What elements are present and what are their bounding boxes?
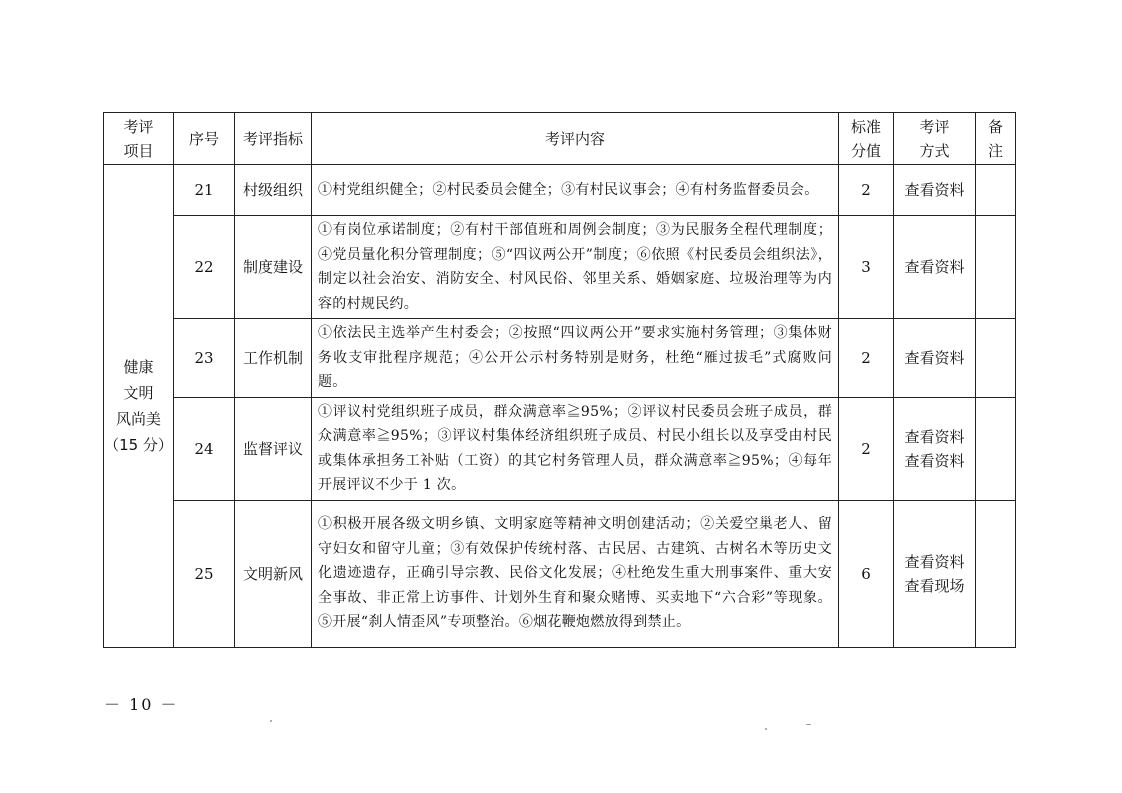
row-remark: [976, 216, 1016, 319]
row-indicator: 文明新风: [235, 500, 312, 647]
row-content: ①有岗位承诺制度；②有村干部值班和周例会制度；③为民服务全程代理制度；④党员量化积分管理制度；⑤“四议两公开”制度；⑥依照《村民委员会组织法》，制定以社会治安、消防安全、村风民俗、邻里关系、婚姻家庭、垃圾治理等为内容的村规民约。: [312, 216, 839, 319]
row-seq: 24: [174, 397, 235, 500]
row-remark: [976, 500, 1016, 647]
row-remark: [976, 165, 1016, 216]
table-row: [104, 165, 1016, 216]
row-method: 查看资料 查看现场: [894, 500, 976, 647]
row-seq: 23: [174, 319, 235, 398]
evaluation-table: [103, 112, 1016, 648]
header-indicator: 考评指标: [235, 113, 312, 165]
scan-speck: [765, 728, 767, 730]
row-seq: 22: [174, 216, 235, 319]
page-number: － 10 －: [104, 695, 179, 714]
header-method: 考评 方式: [894, 113, 976, 165]
table-row: [104, 500, 1016, 647]
row-indicator: 监督评议: [235, 397, 312, 500]
row-method: 查看资料 查看资料: [894, 397, 976, 500]
row-score: 3: [839, 216, 894, 319]
row-method: 查看资料: [894, 216, 976, 319]
header-seq: 序号: [174, 113, 235, 165]
header-item: 考评 项目: [104, 113, 174, 165]
row-seq: 21: [174, 165, 235, 216]
header-content: 考评内容: [312, 113, 839, 165]
row-remark: [976, 319, 1016, 398]
row-content: ①依法民主选举产生村委会；②按照“四议两公开”要求实施村务管理；③集体财务收支审批程序规范；④公开公示村务特别是财务，杜绝“雁过拔毛”式腐败问题。: [312, 319, 839, 398]
row-remark: [976, 397, 1016, 500]
table-row: [104, 216, 1016, 319]
row-seq: 25: [174, 500, 235, 647]
header-remark: 备 注: [976, 113, 1016, 165]
row-indicator: 制度建设: [235, 216, 312, 319]
row-content: ①积极开展各级文明乡镇、文明家庭等精神文明创建活动；②关爱空巢老人、留守妇女和留守儿童；③有效保护传统村落、古民居、古建筑、古树名木等历史文化遗迹遗存，正确引导宗教、民俗文化发展；④杜绝发生重大刑事案件、重大安全事故、非正常上访事件、计划外生育和聚众赌博、买卖地下“六合彩”等现象。⑤开展“刹人情歪风”专项整治。⑥烟花鞭炮燃放得到禁止。: [312, 500, 839, 647]
row-method: 查看资料: [894, 165, 976, 216]
table-row: [104, 319, 1016, 398]
row-indicator: 工作机制: [235, 319, 312, 398]
scan-speck: [270, 720, 272, 722]
header-row: [104, 113, 1016, 165]
header-score: 标准 分值: [839, 113, 894, 165]
table-row: [104, 397, 1016, 500]
row-content: ①评议村党组织班子成员，群众满意率≧95%；②评议村民委员会班子成员，群众满意率≧95%；③评议村集体经济组织班子成员、村民小组长以及享受由村民或集体承担务工补贴（工资）的其它村务管理人员，群众满意率≧95%；④每年开展评议不少于 1 次。: [312, 397, 839, 500]
row-score: 2: [839, 397, 894, 500]
row-score: 2: [839, 319, 894, 398]
row-indicator: 村级组织: [235, 165, 312, 216]
row-score: 6: [839, 500, 894, 647]
row-content: ①村党组织健全；②村民委员会健全；③有村民议事会；④有村务监督委员会。: [312, 165, 839, 216]
row-method: 查看资料: [894, 319, 976, 398]
row-score: 2: [839, 165, 894, 216]
group-cell: 健康 文明 风尚美 （15 分）: [104, 165, 174, 648]
scan-speck: [806, 724, 811, 725]
